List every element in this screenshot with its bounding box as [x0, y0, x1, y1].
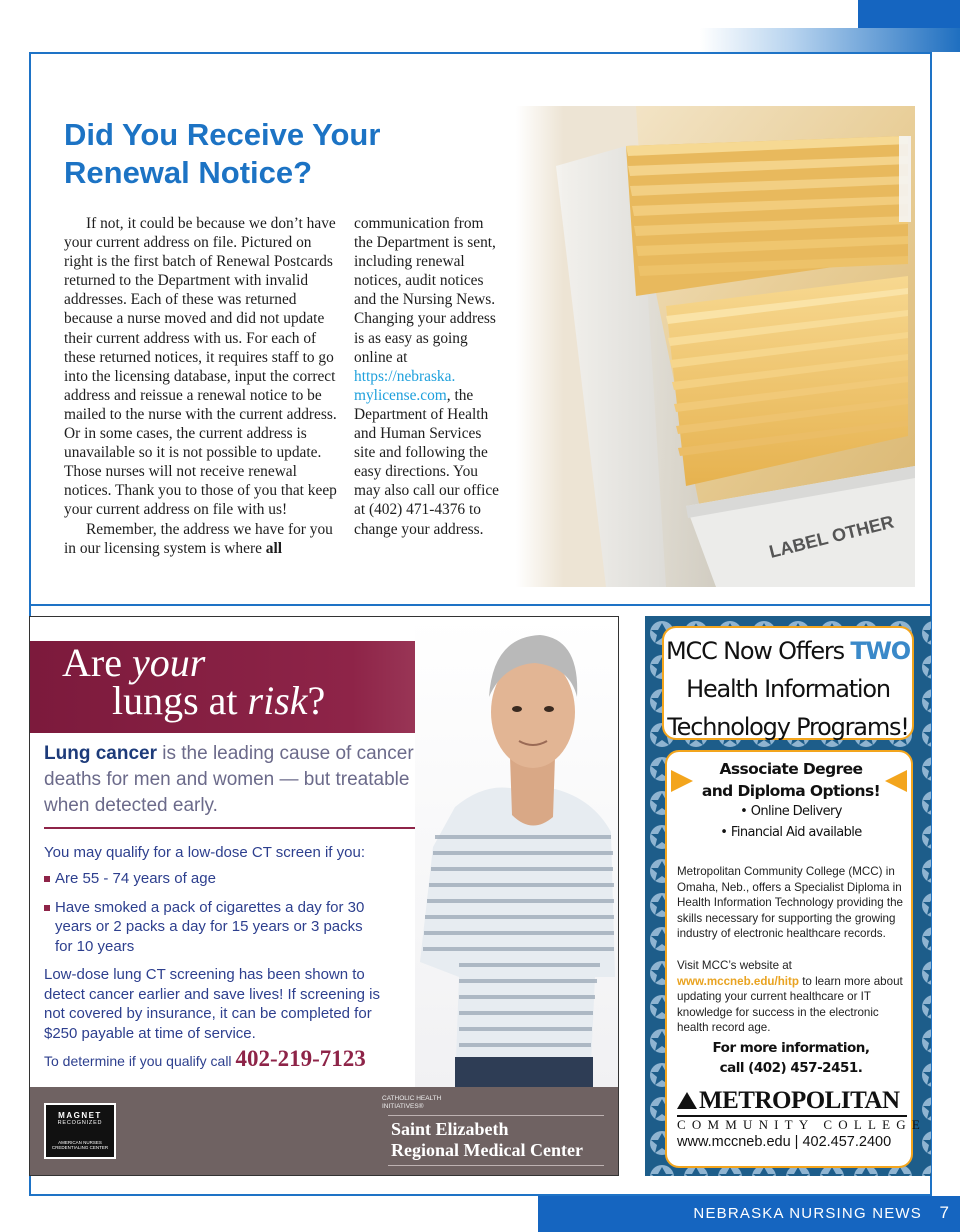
headline-your: your — [131, 640, 206, 685]
article-title — [64, 116, 484, 192]
headline-question-mark: ? — [307, 678, 326, 723]
mylicense-link[interactable]: https://nebraska. mylicense.com — [354, 367, 456, 404]
mcc-paragraph-1: Metropolitan Community College (MCC) in Omaha, Neb., offers a Specialist Diploma in Health Information Technology providing the skills necessary for supporting the growing industry of electronic healthcare records. — [677, 865, 904, 941]
headline-are: Are — [62, 640, 122, 685]
mcc-para2-before: Visit MCC’s website at — [677, 959, 792, 972]
article-paragraph-2-text: Remember, the address we have for you in our licensing system is where — [64, 520, 333, 557]
page-footer — [538, 1196, 960, 1232]
lung-ad-footer — [30, 1087, 619, 1176]
mcc-headline-box — [662, 626, 914, 740]
mcc-info — [667, 1038, 915, 1078]
metropolitan-logo — [677, 1087, 926, 1151]
mcc-para2-after: to learn more about updating your current healthcare or IT knowledge for success in the electronic health record age. — [677, 974, 903, 1035]
hospital-line-1: Saint Elizabeth — [391, 1119, 509, 1139]
lung-screening-ad — [29, 616, 619, 1176]
mcc-headline-b: Health Information — [686, 675, 890, 703]
hospital-name — [391, 1119, 611, 1161]
mcc-ad — [645, 616, 931, 1176]
mccneb-hitp-link[interactable]: www.mccneb.edu/hitp — [677, 974, 799, 988]
mcc-info-2: call (402) 457-2451. — [719, 1060, 863, 1076]
article-column-2 — [354, 214, 504, 539]
section-divider — [29, 604, 932, 606]
lung-ad-headline-line-2 — [112, 679, 325, 723]
title-line-1: Did You Receive Your — [64, 117, 381, 152]
article-paragraph-1: If not, it could be because we don’t have your current address on file. Pictured on right is the first batch of Renewal Postcards returned to the Department with invalid addresses. Each of these was returned because a nurse moved and did not update their current address with us. For each of these returned notices, it requires staff to go into the licensing database, input the correct address and reissue a renewal notice to be mailed to the nurse with the current address. Or in some cases, the current address is unavailable so it is not possible to update. Those nurses will not receive renewal notices. Thank you to those of you that keep your current address on file with us! — [64, 215, 337, 519]
hospital-rule-top — [388, 1115, 604, 1116]
mcc-info-1: For more information, — [712, 1040, 870, 1056]
screening-paragraph: Low-dose lung CT screening has been shown to detect cancer earlier and save lives! If screening is not covered by insurance, it can be completed for $250 payable at time of service. — [44, 966, 380, 1042]
article-paragraph-3 — [354, 214, 504, 539]
top-accent-gradient — [700, 28, 960, 52]
metro-subtitle: COMMUNITY COLLEGE — [677, 1117, 926, 1132]
magnet-line-1: MAGNET — [58, 1111, 102, 1120]
postcards-illustration — [516, 106, 915, 587]
intro-bold: Lung cancer — [44, 743, 157, 764]
call-line — [44, 1046, 424, 1072]
mcc-headline-two: TWO — [850, 637, 910, 665]
mcc-sub-1: Associate Degree — [719, 760, 863, 778]
mcc-details-box — [665, 750, 926, 1168]
man-photo — [415, 617, 619, 1087]
mcc-paragraph-2 — [677, 958, 907, 1036]
mcc-sub-2: and Diploma Options! — [701, 782, 881, 800]
article-column-1 — [64, 214, 340, 558]
metro-web-phone: www.mccneb.edu | 402.457.2400 — [677, 1134, 892, 1150]
lung-ad-intro — [44, 741, 434, 819]
returned-postcards-photo — [516, 106, 915, 587]
magnet-recognized-badge — [44, 1103, 116, 1159]
publication-name: NEBRASKA NURSING NEWS — [693, 1205, 922, 1222]
catholic-health-initiatives: CATHOLIC HEALTH INITIATIVES® — [382, 1095, 442, 1110]
criteria-list — [44, 869, 384, 965]
list-item: Are 55 - 74 years of age — [44, 869, 384, 889]
col2-text-after: , the Department of Health and Human Services site and following the easy directions. You may also call our office at (402) 471-4376 to change your address. — [354, 386, 500, 538]
headline-risk: risk — [247, 678, 308, 723]
magnet-line-3: AMERICAN NURSES CREDENTIALING CENTER — [51, 1140, 109, 1150]
intro-rest: is the leading cause of cancer deaths for men and women — but treatable when detected early. — [44, 743, 414, 816]
hospital-line-2: Regional Medical Center — [391, 1140, 583, 1160]
phone-number[interactable]: 402-219-7123 — [235, 1046, 366, 1071]
mcc-bullet-online: • Online Delivery — [740, 804, 842, 819]
top-accent-block — [858, 0, 960, 28]
lung-ad-rule — [44, 827, 418, 829]
hospital-rule-bottom — [388, 1165, 604, 1166]
list-item: Have smoked a pack of cigarettes a day for 30 years or 2 packs a day for 15 years or 3 packs for 10 years — [44, 898, 384, 957]
mcc-headline-c: Technology Programs! — [667, 713, 909, 741]
col2-text-before: communication from the Department is sent, including renewal notices, audit notices and the Nursing News. Changing your address is as easy as going online at — [354, 215, 496, 366]
article-paragraph-2-bold: all — [265, 539, 283, 557]
mcc-bullet-aid: • Financial Aid available — [720, 825, 862, 840]
article-paragraph-2 — [64, 520, 340, 558]
title-line-2: Renewal Notice? — [64, 155, 313, 190]
magnet-line-2: RECOGNIZED — [57, 1120, 103, 1126]
metro-mark-icon — [677, 1092, 697, 1109]
qualify-text: You may qualify for a low-dose CT screen if you: — [44, 844, 365, 861]
call-text: To determine if you qualify call — [44, 1053, 232, 1069]
mcc-subheading — [667, 758, 915, 802]
page-number: 7 — [939, 1203, 949, 1222]
headline-lungs-at: lungs at — [112, 678, 238, 723]
metro-name: METROPOLITAN — [699, 1087, 900, 1114]
mcc-headline-a: MCC Now Offers — [666, 637, 844, 665]
